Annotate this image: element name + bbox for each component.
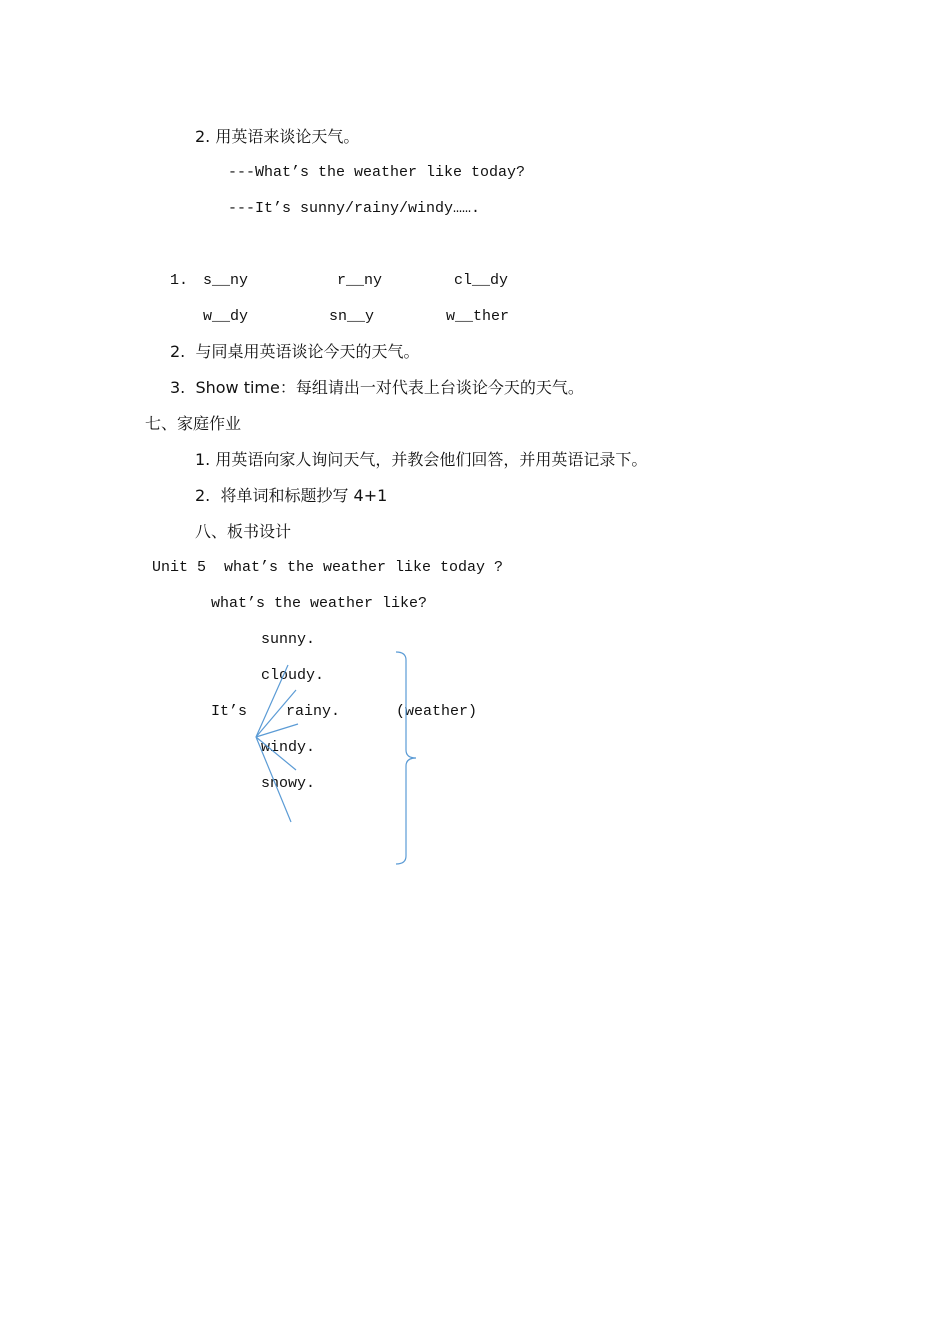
branch-line	[256, 665, 288, 737]
board-unit-title: Unit 5 what’s the weather like today ?	[152, 559, 504, 576]
branch-line	[256, 737, 291, 822]
board-word-rainy: rainy.	[286, 703, 341, 720]
board-question: what’s the weather like?	[211, 595, 428, 612]
board-word-sunny: sunny.	[261, 631, 316, 648]
board-word-cloudy: cloudy.	[261, 667, 325, 684]
blank-word: w__dy	[203, 308, 249, 325]
blank-word: s__ny	[203, 272, 249, 289]
section-six-item-3: 3. Show time：每组请出一对代表上台谈论今天的天气。	[170, 378, 584, 397]
section-seven-item-2: 2. 将单词和标题抄写 4+1	[195, 486, 388, 505]
board-word-windy: windy.	[261, 739, 316, 756]
exercise-number-1: 1.	[170, 272, 189, 289]
dialog-question: ---What’s the weather like today?	[228, 164, 526, 181]
section-seven-item-1: 1. 用英语向家人询问天气，并教会他们回答，并用英语记录下。	[195, 450, 648, 469]
section-five-item-2: 2. 用英语来谈论天气。	[195, 127, 360, 146]
curly-brace	[396, 652, 416, 864]
board-weather-label: (weather)	[396, 703, 478, 720]
dialog-answer: ---It’s sunny/rainy/windy…….	[228, 200, 481, 217]
section-eight-title: 八、板书设计	[195, 522, 292, 541]
section-six-item-2: 2. 与同桌用英语谈论今天的天气。	[170, 342, 420, 361]
blank-word: r__ny	[337, 272, 383, 289]
section-seven-title: 七、家庭作业	[145, 414, 242, 433]
blank-word: w__ther	[446, 308, 510, 325]
branch-line	[256, 690, 296, 737]
board-its: It’s	[211, 703, 248, 720]
blank-word: sn__y	[329, 308, 375, 325]
blank-word: cl__dy	[454, 272, 509, 289]
branch-line	[256, 737, 296, 770]
board-word-snowy: snowy.	[261, 775, 316, 792]
